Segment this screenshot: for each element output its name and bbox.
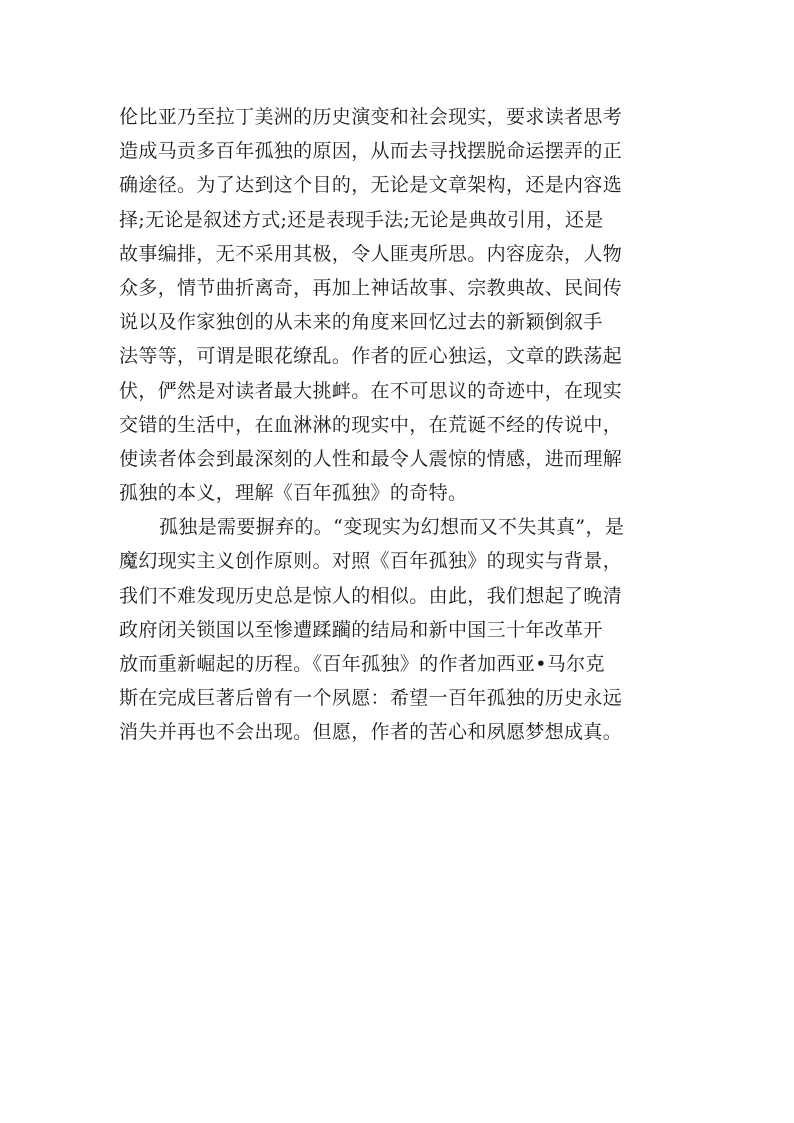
text-line: 伏，俨然是对读者最大挑衅。在不可思议的奇迹中，在现实 — [119, 379, 623, 402]
text-line: 消失并再也不会出现。但愿，作者的苦心和夙愿梦想成真。 — [119, 721, 623, 744]
paragraph-first-line: 孤独是需要摒弃的。“变现实为幻想而又不失其真”，是 — [159, 516, 625, 539]
text-line: 斯在完成巨著后曾有一个夙愿：希望一百年孤独的历史永远 — [119, 687, 623, 710]
text-line: 造成马贡多百年孤独的原因，从而去寻找摆脱命运摆弄的正 — [119, 140, 623, 163]
text-line: 故事编排，无不采用其极，令人匪夷所思。内容庞杂，人物 — [119, 242, 623, 265]
text-line: 政府闭关锁国以至惨遭蹂躏的结局和新中国三十年改革开 — [119, 618, 603, 641]
text-line: 我们不难发现历史总是惊人的相似。由此，我们想起了晚清 — [119, 584, 623, 607]
text-line: 魔幻现实主义创作原则。对照《百年孤独》的现实与背景， — [119, 550, 623, 573]
text-line: 确途径。为了达到这个目的，无论是文章架构，还是内容选 — [119, 174, 623, 197]
text-line: 使读者体会到最深刻的人性和最令人震惊的情感，进而理解 — [119, 447, 623, 470]
text-line: 交错的生活中，在血淋淋的现实中，在荒诞不经的传说中， — [119, 413, 623, 436]
text-line: 说以及作家独创的从未来的角度来回忆过去的新颖倒叙手 — [119, 311, 603, 334]
text-line: 众多，情节曲折离奇，再加上神话故事、宗教典故、民间传 — [119, 276, 623, 299]
text-line: 放而重新崛起的历程。《百年孤独》的作者加西亚•马尔克 — [119, 653, 605, 675]
text-line: 孤独的本义，理解《百年孤独》的奇特。 — [119, 482, 468, 505]
text-line: 法等等，可谓是眼花缭乱。作者的匠心独运，文章的跌荡起 — [119, 345, 623, 368]
text-line: 择;无论是叙述方式;还是表现手法;无论是典故引用，还是 — [119, 208, 604, 231]
body-text — [119, 100, 689, 750]
text-line: 伦比亚乃至拉丁美洲的历史演变和社会现实，要求读者思考 — [119, 106, 623, 128]
